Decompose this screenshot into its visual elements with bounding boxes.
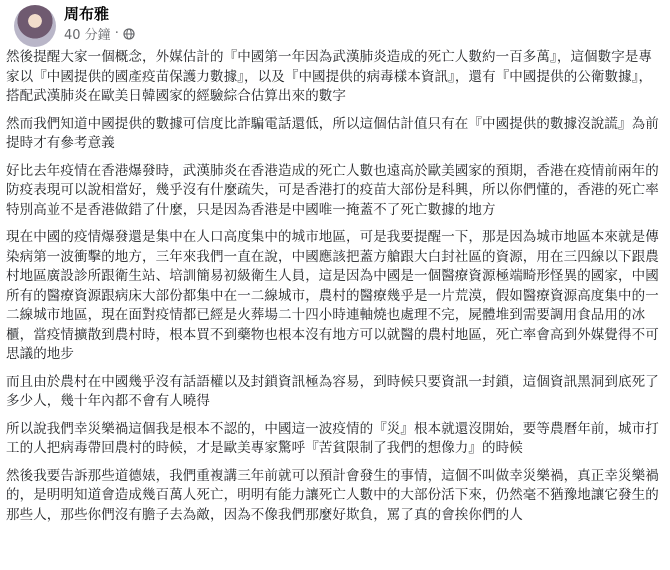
post-meta bbox=[64, 24, 135, 43]
post-paragraph: 好比去年疫情在香港爆發時，武漢肺炎在香港造成的死亡人數也遠高於歐美國家的預期，香港在疫情前兩年的防疫表現可以說相當好，幾乎沒有什麼疏失，可是香港打的疫苗大部份是科興，所以你們懂的，香港的死亡率特別高並不是香港做錯了什麼，只是因為香港是中國唯一掩蓋不了死亡數據的地方 bbox=[6, 162, 659, 218]
post-paragraph: 然而我們知道中國提供的數據可信度比詐騙電話還低，所以這個估計值只有在『中國提供的數據沒說謊』為前提時才有參考意義 bbox=[6, 115, 659, 151]
post-paragraph: 然後提醒大家一個概念，外媒估計的『中國第一年因為武漢肺炎造成的死亡人數約一百多萬』，這個數字是專家以『中國提供的國產疫苗保護力數據』，以及『中國提供的病毒樣本資訊』，還有『中國提供的公衛數據』，搭配武漢肺炎在歐美日韓國家的經驗綜合估算出來的數字 bbox=[6, 49, 653, 104]
post-header bbox=[6, 0, 665, 48]
author-name[interactable]: 周布雅 bbox=[64, 5, 110, 23]
post-paragraph: 現在中國的疫情爆發還是集中在人口高度集中的城市地區，可是我要提醒一下，那是因為城市地區本來就是傳染病第一波衝擊的地方，三年來我們一直在說，中國應該把蓋方艙跟大白封社區的資源，用在三四線以下跟農村地區廣設診所跟衛生站、培訓簡易初級衛生人員，這是因為中國是一個醫療資源極端畸形怪異的國家，中國所有的醫療資源跟病床大部份都集中在一二線城市，農村的醫療幾乎是一片荒漠，假如醫療資源高度集中的一二線城市地區，現在面對疫情都已經是火葬場二十四小時連軸燒也處理不完，屍體堆到需要調用食品用的冰櫃，當疫情擴散到農村時，根本買不到藥物也根本沒有地方可以就醫的農村地區，死亡率會高到外媒覺得不可思議的地步 bbox=[6, 229, 659, 362]
globe-icon[interactable] bbox=[123, 28, 135, 40]
post-paragraph: 而且由於農村在中國幾乎沒有話語權以及封鎖資訊極為容易，到時候只要資訊一封鎖，這個資訊黑洞到底死了多少人，幾十年內都不會有人曉得 bbox=[6, 373, 659, 409]
avatar[interactable] bbox=[14, 5, 56, 47]
meta-separator: · bbox=[114, 26, 119, 41]
post-content bbox=[6, 48, 665, 525]
post-paragraph: 然後我要告訴那些道德婊，我們重複講三年前就可以預計會發生的事情，這個不叫做幸災樂禍，真正幸災樂禍的，是明明知道會造成幾百萬人死亡，明明有能力讓死亡人數中的大部份活下來，仍然毫不猶豫地讓它發生的那些人，那些你們沒有膽子去為敵，因為不像我們那麼好欺負，罵了真的會挨你們的人 bbox=[6, 467, 659, 523]
post-paragraph: 所以說我們幸災樂禍這個我是根本不認的，中國這一波疫情的『災』根本就還沒開始，要等農曆年前，城市打工的人把病毒帶回農村的時候，才是歐美專家驚呼『苦貧限制了我們的想像力』的時候 bbox=[6, 420, 659, 456]
post-timestamp[interactable]: 40 分鐘 bbox=[64, 28, 111, 43]
